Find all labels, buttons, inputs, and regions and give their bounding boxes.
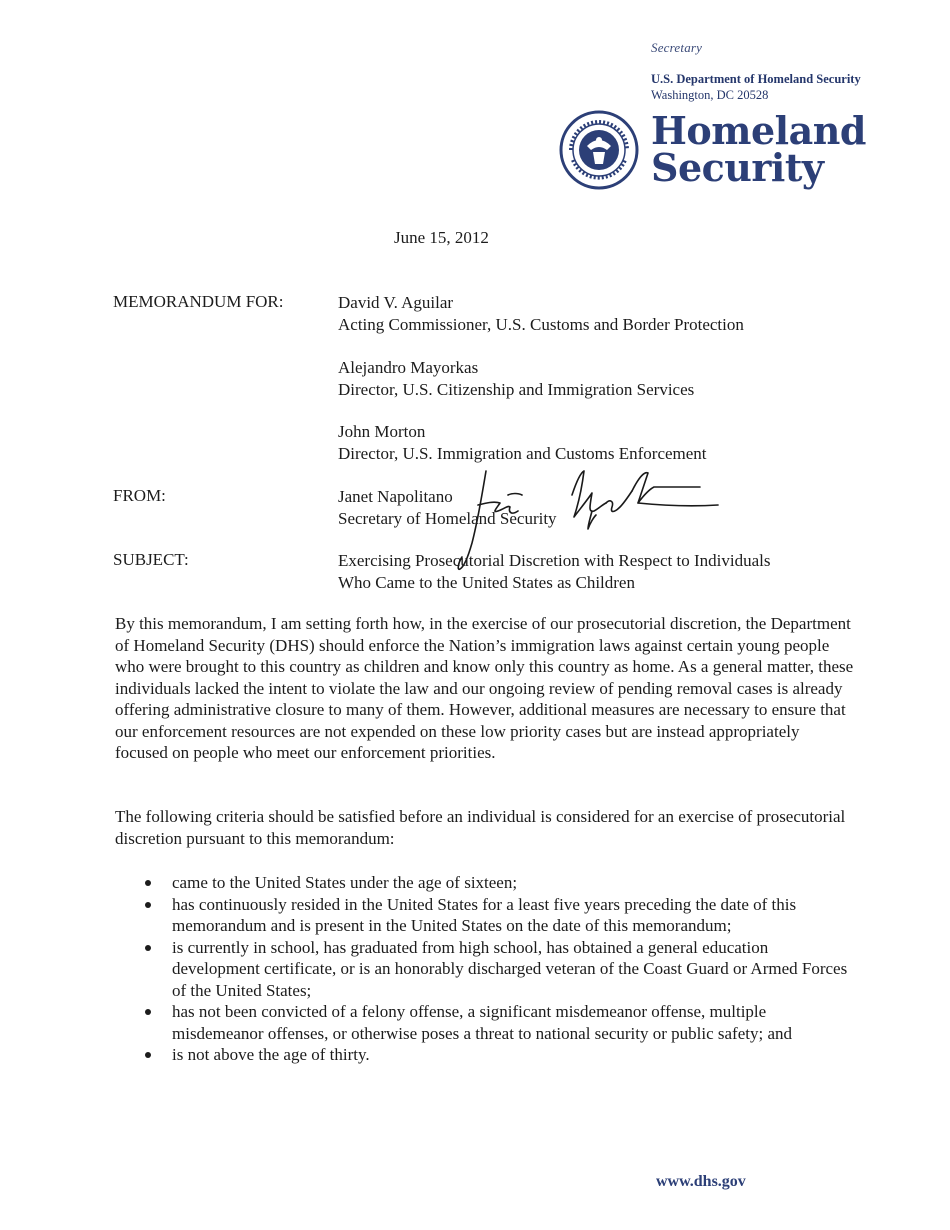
criteria-item: has not been convicted of a felony offense, a significant misdemeanor offense, multiple misdemeanor offenses, or otherwise poses a threat to national security or public safety; and <box>115 1001 855 1044</box>
subject-line-1: Exercising Prosecutorial Discretion with Respect to Individuals <box>338 551 771 570</box>
from-title: Secretary of Homeland Security <box>338 508 557 528</box>
recipient-title: Director, U.S. Immigration and Customs Enforcement <box>338 443 707 463</box>
office-label: Secretary <box>651 40 703 55</box>
brand-wordmark <box>651 108 866 190</box>
recipient-name: David V. Aguilar <box>338 293 454 312</box>
brand-line-2: Security <box>651 145 824 190</box>
body-paragraph-1: By this memorandum, I am setting forth how, in the exercise of our prosecutorial discretion, the Department of Homeland Security (DHS) should enforce the Nation’s immigration laws against certain young people who were brought to this country as children and know only this country as home. As a general matter, these individuals lacked the intent to violate the law and our ongoing review of pending removal cases is already offering administrative closure to many of them. However, additional measures are necessary to ensure that our enforcement resources are not expended on these low priority cases but are instead appropriately focused on people who meet our enforcement priorities. <box>115 614 854 762</box>
brand-line-1: Homeland <box>651 108 866 153</box>
department-name: U.S. Department of Homeland Security <box>651 72 861 86</box>
recipient-3 <box>338 421 707 464</box>
from-block <box>338 486 557 529</box>
memorandum-for-label: MEMORANDUM FOR: <box>113 292 284 311</box>
criteria-item: is not above the age of thirty. <box>115 1044 855 1066</box>
recipient-title: Director, U.S. Citizenship and Immigration Services <box>338 379 695 399</box>
recipient-1 <box>338 292 744 335</box>
subject-line-2: Who Came to the United States as Children <box>338 572 635 592</box>
memo-date: June 15, 2012 <box>394 228 489 247</box>
footer-url: www.dhs.gov <box>656 1173 746 1190</box>
from-label: FROM: <box>113 486 166 505</box>
from-name: Janet Napolitano <box>338 487 453 506</box>
recipient-name: John Morton <box>338 422 426 441</box>
criteria-item: came to the United States under the age of sixteen; <box>115 872 855 894</box>
recipient-title: Acting Commissioner, U.S. Customs and Border Protection <box>338 314 744 334</box>
recipient-name: Alejandro Mayorkas <box>338 358 479 377</box>
criteria-item: has continuously resided in the United States for a least five years preceding the date of this memorandum and is present in the United States on the date of this memorandum; <box>115 894 855 937</box>
subject-label: SUBJECT: <box>113 550 189 569</box>
subject-block <box>338 550 770 593</box>
body-paragraph-2: The following criteria should be satisfied before an individual is considered for an exercise of prosecutorial discretion pursuant to this memorandum: <box>115 807 846 848</box>
criteria-list <box>115 872 855 1066</box>
dhs-seal-icon <box>559 110 639 190</box>
department-address: Washington, DC 20528 <box>651 88 769 102</box>
criteria-item: is currently in school, has graduated from high school, has obtained a general education development certificate, or is an honorably discharged veteran of the Coast Guard or Armed Forces of the United States; <box>115 937 855 1002</box>
recipient-2 <box>338 357 694 400</box>
